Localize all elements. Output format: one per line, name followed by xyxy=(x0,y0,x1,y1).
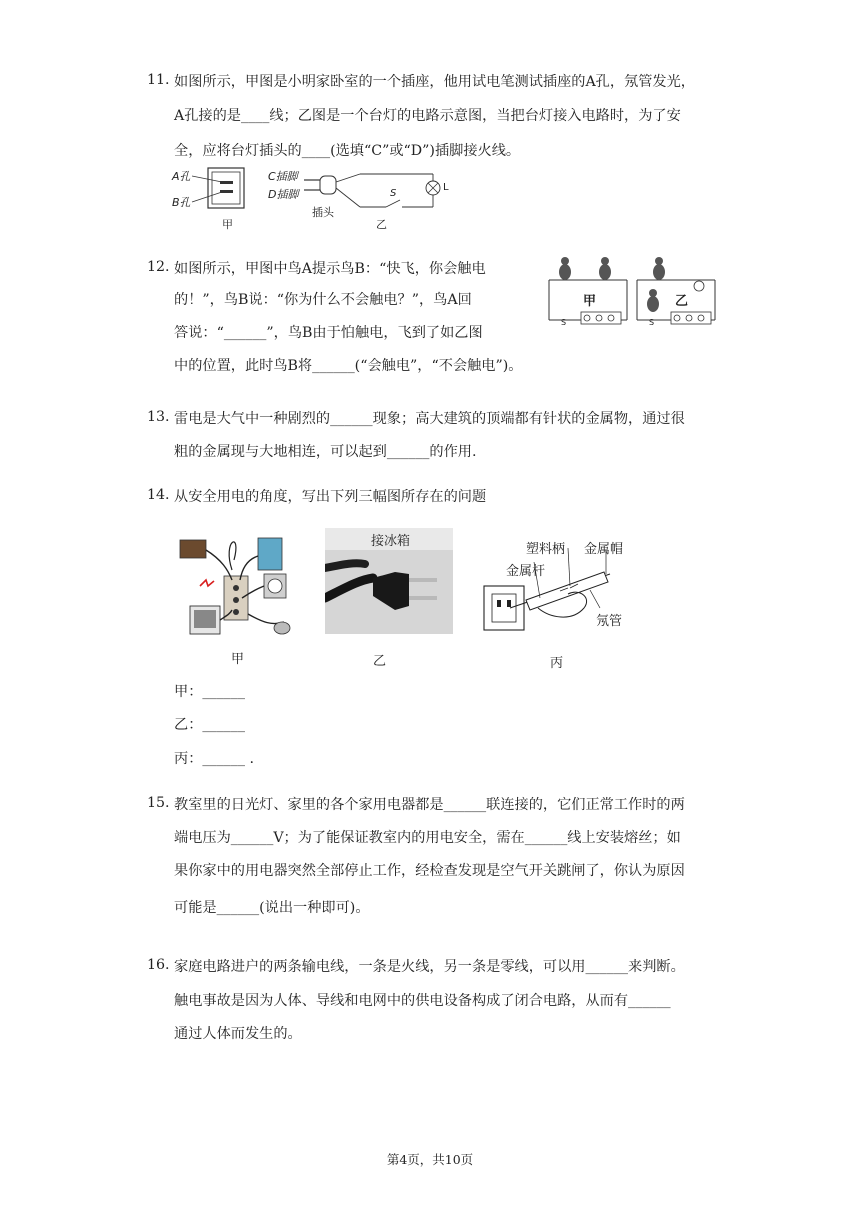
question-number: 14. xyxy=(147,487,170,503)
fridge-plug-figure xyxy=(325,528,453,668)
answer-line-bing: 丙：______ . xyxy=(174,751,254,767)
birds-drawing xyxy=(543,250,723,330)
socket-figure xyxy=(172,166,262,232)
label-metal-rod: 金属杆 xyxy=(506,564,546,579)
question-number: 16. xyxy=(147,957,170,973)
test-pen-figure xyxy=(480,538,640,672)
label-hole-a: A孔 xyxy=(172,170,191,183)
question-number: 12. xyxy=(147,259,170,275)
bird-a2-icon xyxy=(653,257,665,280)
question-text-line: 如图所示，甲图是小明家卧室的一个插座，他用试电笔测试插座的A孔，氖管发光， xyxy=(174,74,695,90)
label-hole-b: B孔 xyxy=(172,196,191,209)
overloaded-outlet-figure xyxy=(172,530,302,665)
socket-drawing xyxy=(172,166,262,216)
label-pin-d: D插脚 xyxy=(268,188,299,201)
question-number: 13. xyxy=(147,409,170,425)
figure-caption-jia: 甲 xyxy=(222,218,233,231)
figure-caption-yi: 乙 xyxy=(675,294,689,309)
question-text-line: 果你家中的用电器突然全部停止工作，经检查发现是空气开关跳闸了，你认为原因 xyxy=(174,863,685,879)
question-text-line: 中的位置，此时鸟B将______(“会触电”，“不会触电”)。 xyxy=(174,358,523,374)
birds-figure xyxy=(543,250,723,330)
question-text-line: 粗的金属现与大地相连，可以起到______的作用. xyxy=(174,444,477,460)
question-text-line: 答说：“______”，鸟B由于怕触电，飞到了如乙图 xyxy=(174,325,483,341)
question-text-line: 雷电是大气中一种剧烈的______现象；高大建筑的顶端都有针状的金属物，通过很 xyxy=(174,411,685,427)
lamp-circuit-figure xyxy=(268,164,458,232)
figure-caption-jia: 甲 xyxy=(231,652,245,667)
label-pin-c: C插脚 xyxy=(268,170,298,183)
figure-caption-bing: 丙 xyxy=(550,656,564,671)
label-lamp-l: L xyxy=(443,182,449,193)
label-neon-tube: 氖管 xyxy=(596,614,623,629)
question-text-line: 教室里的日光灯、家里的各个家用电器都是______联连接的，它们正常工作时的两 xyxy=(174,797,685,813)
question-text-line: 全，应将台灯插头的____(选填“C”或“D”)插脚接火线。 xyxy=(174,143,521,159)
lamp-circuit-drawing xyxy=(268,164,458,214)
answer-line-jia: 甲：______ xyxy=(174,684,245,700)
page-footer: 第4页，共10页 xyxy=(386,1152,474,1167)
question-text-line: 家庭电路进户的两条输电线，一条是火线，另一条是零线，可以用______来判断。 xyxy=(174,959,685,975)
overloaded-outlet-drawing xyxy=(172,530,302,642)
question-text-line: 可能是______(说出一种即可)。 xyxy=(174,900,370,916)
question-number: 11. xyxy=(147,72,170,88)
answer-line-yi: 乙：______ xyxy=(174,717,245,733)
bird-b-icon xyxy=(599,257,611,280)
figure-caption-yi: 乙 xyxy=(376,218,387,231)
question-text-line: 从安全用电的角度，写出下列三幅图所存在的问题 xyxy=(174,489,487,505)
label-metal-cap: 金属帽 xyxy=(584,542,624,557)
bird-a-icon xyxy=(559,257,571,280)
figure-caption-yi: 乙 xyxy=(373,654,387,669)
label-connect-fridge: 接冰箱 xyxy=(371,534,411,549)
question-text-line: 的！”，鸟B说：“你为什么不会触电？”，鸟A回 xyxy=(174,292,472,308)
question-text-line: 端电压为______V；为了能保证教室内的用电安全，需在______线上安装熔丝；如 xyxy=(174,830,681,846)
label-plastic-handle: 塑料柄 xyxy=(526,542,566,557)
label-switch-s: S xyxy=(390,188,397,199)
figure-caption-jia: 甲 xyxy=(583,294,597,309)
question-text-line: A孔接的是____线；乙图是一个台灯的电路示意图，当把台灯接入电路时，为了安 xyxy=(174,108,681,124)
question-text-line: 通过人体而发生的。 xyxy=(174,1026,302,1042)
question-text-line: 触电事故是因为人体、导线和电网中的供电设备构成了闭合电路，从而有______ xyxy=(174,993,671,1009)
label-s: S xyxy=(561,318,567,327)
bird-b2-icon xyxy=(647,289,659,312)
question-text-line: 如图所示，甲图中鸟A提示鸟B：“快飞，你会触电 xyxy=(174,261,486,277)
label-plug: 插头 xyxy=(312,206,334,219)
label-s: S xyxy=(649,318,655,327)
question-number: 15. xyxy=(147,795,170,811)
